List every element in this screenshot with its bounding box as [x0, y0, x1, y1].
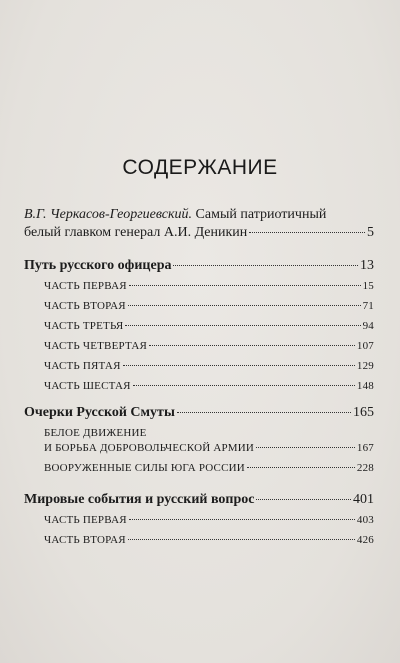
dot-leader — [256, 499, 351, 500]
dot-leader — [149, 345, 355, 346]
item-label: ЧАСТЬ ЧЕТВЕРТАЯ — [44, 340, 148, 352]
section-heading — [24, 492, 374, 514]
intro-entry — [24, 206, 374, 242]
item-label: ЧАСТЬ ПЯТАЯ — [44, 360, 121, 372]
dot-leader — [125, 325, 360, 326]
intro-text-2: белый главком генерал А.И. Деникин — [24, 225, 248, 240]
intro-page: 5 — [367, 225, 374, 240]
dot-leader — [133, 385, 355, 386]
section-2 — [24, 405, 374, 482]
section-title: Путь русского офицера — [24, 258, 172, 273]
dot-leader — [249, 232, 365, 233]
item-label: ЧАСТЬ ШЕСТАЯ — [44, 380, 131, 392]
intro-author: В.Г. Черкасов-Георгиевский. — [24, 207, 193, 222]
toc-item — [24, 280, 374, 300]
toc-item — [24, 300, 374, 320]
toc-item — [24, 380, 374, 400]
item-label: ЧАСТЬ ПЕРВАЯ — [44, 514, 127, 526]
section-page: 401 — [353, 492, 374, 507]
toc-item — [24, 534, 374, 554]
dot-leader — [123, 365, 355, 366]
dot-leader — [173, 265, 358, 266]
section-title: Очерки Русской Смуты — [24, 405, 175, 420]
item-label: ЧАСТЬ ВТОРАЯ — [44, 300, 126, 312]
toc-item — [24, 462, 374, 482]
intro-text-1: Самый патриотичный — [195, 207, 327, 222]
dot-leader — [129, 285, 361, 286]
dot-leader — [256, 447, 355, 448]
item-page: 426 — [356, 534, 374, 546]
section-heading — [24, 405, 374, 427]
toc-item — [24, 360, 374, 380]
item-page: 94 — [362, 320, 374, 332]
item-label: И БОРЬБА ДОБРОВОЛЬЧЕСКОЙ АРМИИ — [44, 442, 255, 454]
page-title: СОДЕРЖАНИЕ — [122, 156, 278, 179]
item-page: 228 — [356, 462, 374, 474]
section-1 — [24, 258, 374, 400]
item-page: 15 — [362, 280, 374, 292]
item-label: ЧАСТЬ ТРЕТЬЯ — [44, 320, 124, 332]
item-page: 403 — [356, 514, 374, 526]
item-label: ЧАСТЬ ПЕРВАЯ — [44, 280, 127, 292]
item-page: 148 — [356, 380, 374, 392]
intro-line-1 — [24, 206, 374, 224]
dot-leader — [128, 539, 355, 540]
section-3 — [24, 492, 374, 554]
dot-leader — [128, 305, 361, 306]
section-heading — [24, 258, 374, 280]
dot-leader — [177, 412, 351, 413]
toc-item — [24, 320, 374, 340]
section-page: 13 — [360, 258, 374, 273]
section-page: 165 — [353, 405, 374, 420]
toc-item — [24, 442, 374, 462]
item-label-line-1: БЕЛОЕ ДВИЖЕНИЕ — [44, 427, 147, 439]
section-title: Мировые события и русский вопрос — [24, 492, 255, 507]
item-label: ВООРУЖЕННЫЕ СИЛЫ ЮГА РОССИИ — [44, 462, 245, 474]
item-label: ЧАСТЬ ВТОРАЯ — [44, 534, 126, 546]
toc-item — [24, 340, 374, 360]
intro-line-2 — [24, 224, 374, 242]
dot-leader — [129, 519, 355, 520]
item-page: 71 — [362, 300, 374, 312]
item-page: 129 — [356, 360, 374, 372]
toc-item — [24, 514, 374, 534]
item-page: 167 — [356, 442, 374, 454]
item-page: 107 — [356, 340, 374, 352]
dot-leader — [247, 467, 355, 468]
